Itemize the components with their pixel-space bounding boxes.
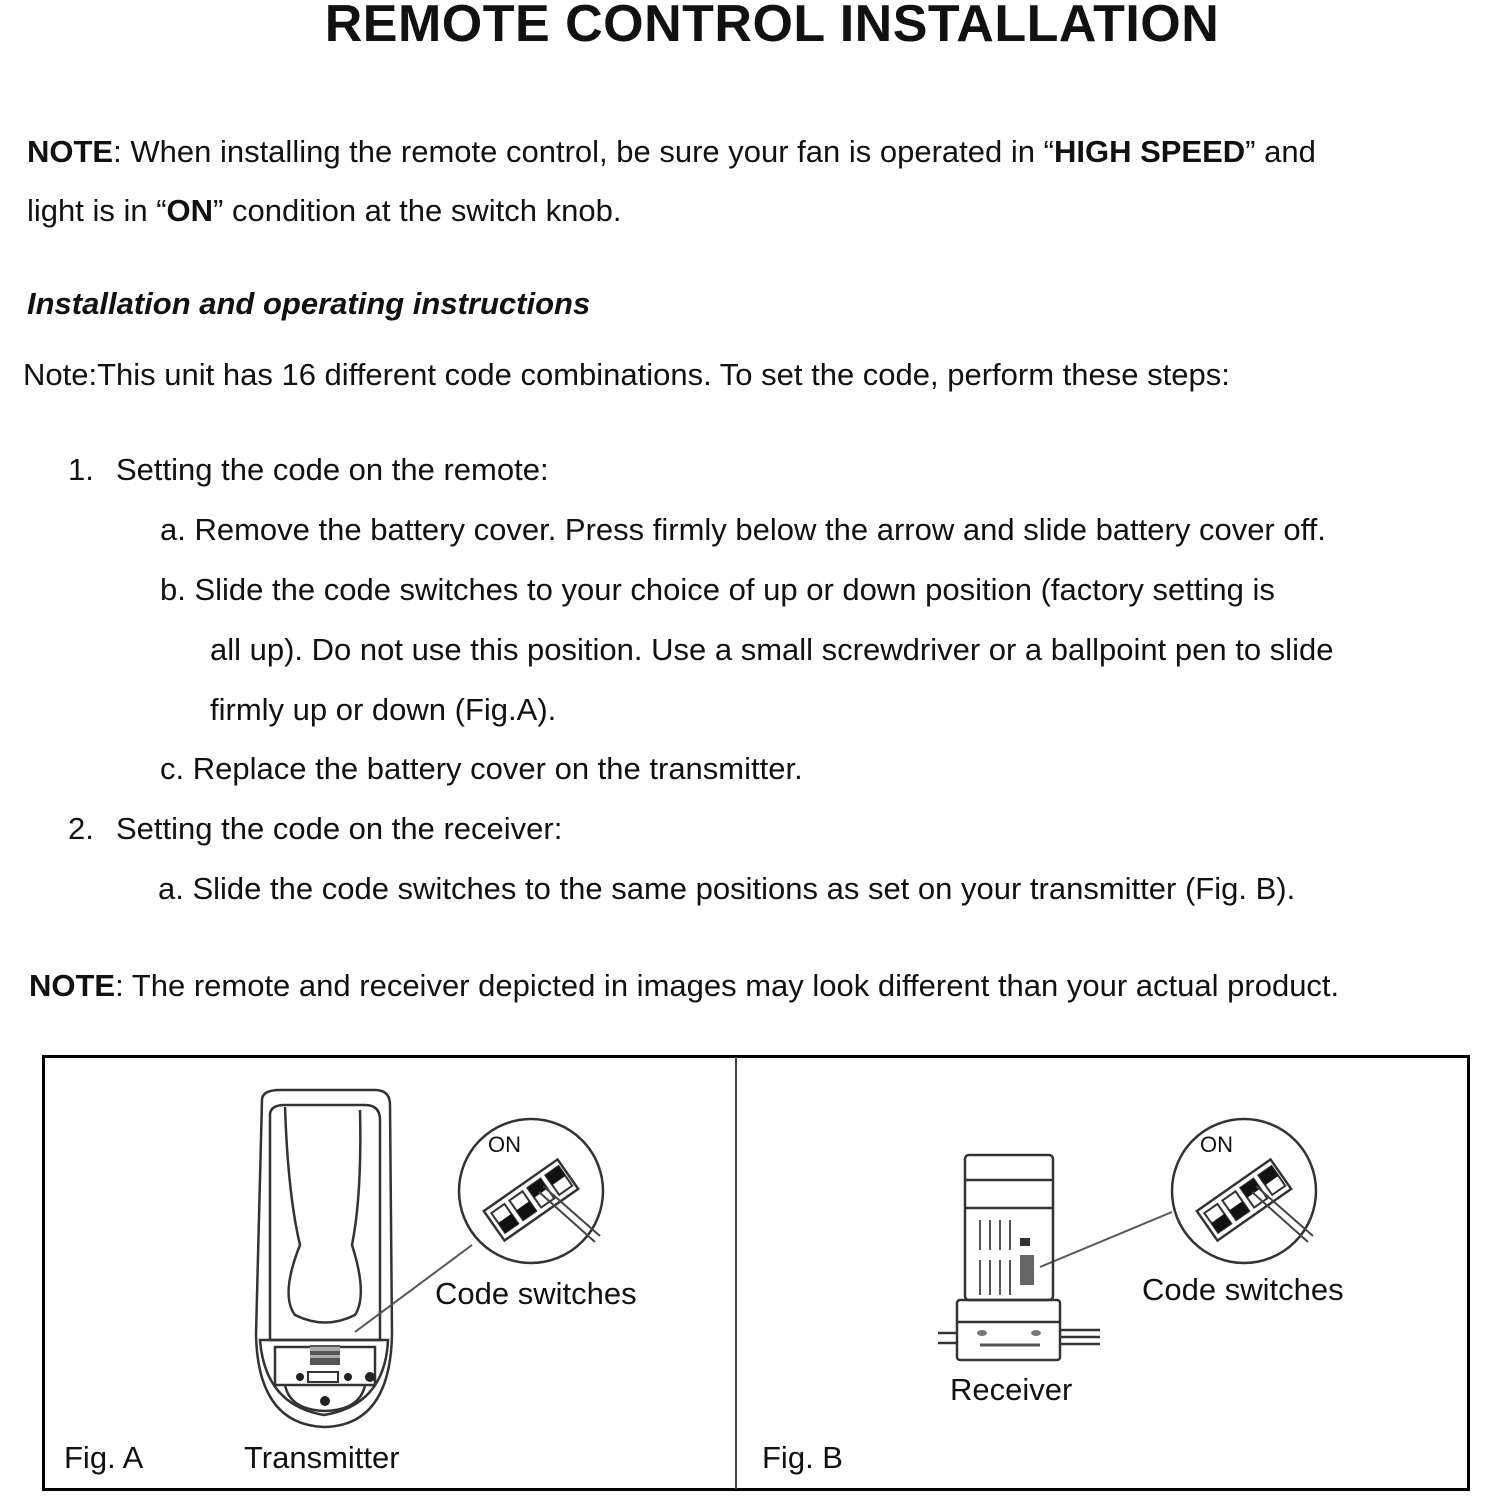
step-2-text: Setting the code on the receiver: xyxy=(116,811,563,846)
on-emphasis: ON xyxy=(166,193,214,228)
note-text: ” condition at the switch knob. xyxy=(213,193,622,228)
receiver-label: Receiver xyxy=(950,1372,1073,1407)
step-2-number: 2. xyxy=(68,811,94,846)
step-1-text: Setting the code on the remote: xyxy=(116,452,549,487)
note-text: : The remote and receiver depicted in images may look different than your actual product. xyxy=(115,968,1340,1003)
receiver-illustration xyxy=(935,1150,1105,1365)
code-switches-label-a: Code switches xyxy=(435,1276,637,1311)
high-speed-emphasis: HIGH SPEED xyxy=(1053,134,1246,169)
step-1b-line3: firmly up or down (Fig.A). xyxy=(210,692,557,727)
code-switch-inset-b xyxy=(1168,1118,1323,1268)
note-text: : When installing the remote control, be sure your fan is operated in “ xyxy=(113,134,1054,169)
note-text: light is in “ xyxy=(27,193,167,228)
step-1b-line2: all up). Do not use this position. Use a small screwdriver or a ballpoint pen to slide xyxy=(210,632,1334,667)
inset-on-label-a: ON xyxy=(488,1132,521,1157)
fig-b-label: Fig. B xyxy=(762,1440,843,1475)
note-label: NOTE xyxy=(27,134,114,169)
page-title: REMOTE CONTROL INSTALLATION xyxy=(324,0,1220,53)
step-1c: c. Replace the battery cover on the transmitter. xyxy=(160,751,803,786)
fig-a-label: Fig. A xyxy=(64,1440,144,1475)
step-1-number: 1. xyxy=(68,452,94,487)
code-switch-inset-a xyxy=(455,1118,610,1268)
intro-text: Note:This unit has 16 different code combinations. To set the code, perform these steps: xyxy=(23,357,1230,392)
inset-on-label-b: ON xyxy=(1200,1132,1233,1157)
step-2a: a. Slide the code switches to the same positions as set on your transmitter (Fig. B). xyxy=(158,871,1296,906)
note-text: ” and xyxy=(1245,134,1316,169)
transmitter-label: Transmitter xyxy=(244,1440,400,1475)
section-heading: Installation and operating instructions xyxy=(27,286,591,321)
code-switches-label-b: Code switches xyxy=(1142,1272,1344,1307)
note-label: NOTE xyxy=(29,968,116,1003)
step-1b-line1: b. Slide the code switches to your choice of up or down position (factory setting is xyxy=(160,572,1275,607)
step-1a: a. Remove the battery cover. Press firmly below the arrow and slide battery cover off. xyxy=(160,512,1326,547)
